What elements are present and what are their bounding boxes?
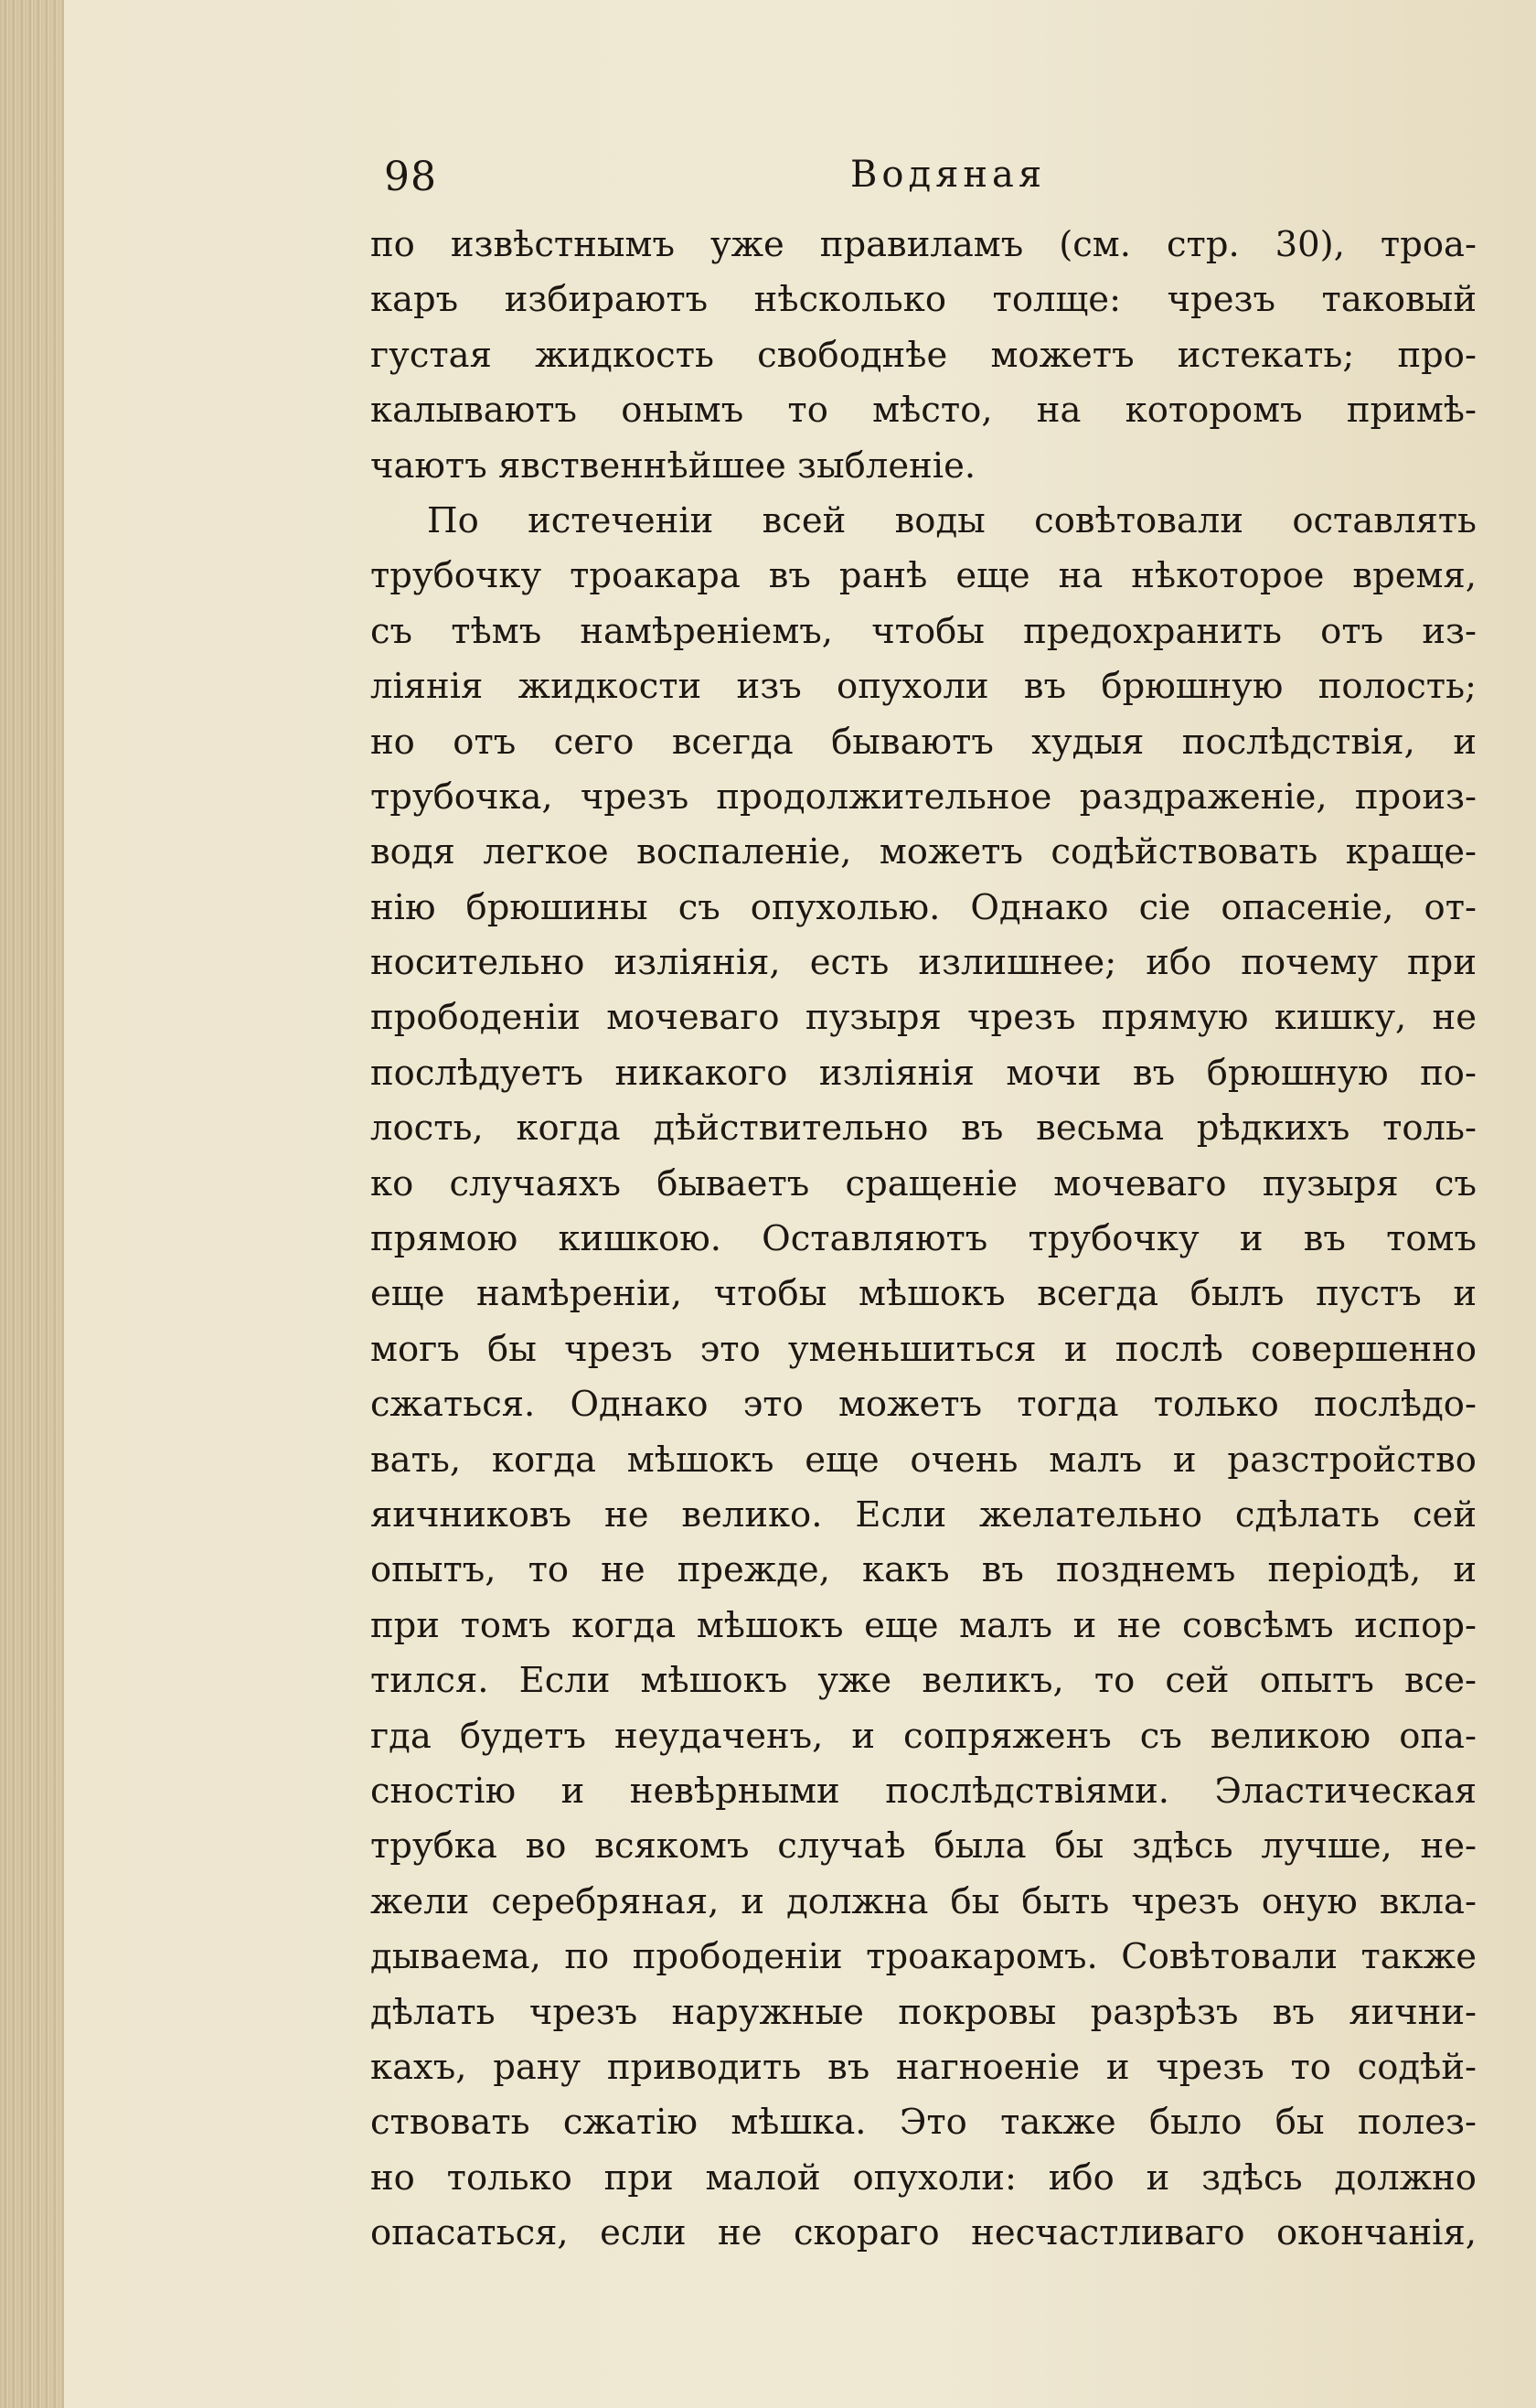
text-line: калываютъ онымъ то мѣсто, на которомъ примѣ- (370, 390, 1477, 432)
text-line: По истеченіи всей воды совѣтовали оставлять (427, 499, 1477, 541)
text-line: но только при малой опухоли: ибо и здѣсь должно (370, 2156, 1477, 2199)
text-line: трубочку троакара въ ранѣ еще на нѣкоторое время, (370, 555, 1477, 597)
text-line: сжаться. Однако это можетъ тогда только послѣдо- (370, 1384, 1477, 1426)
text-line: могъ бы чрезъ это уменьшиться и послѣ совершенно (370, 1328, 1477, 1370)
text-line: яичниковъ не велико. Если желательно сдѣлать сей (370, 1493, 1477, 1536)
text-line: но отъ сего всегда бываютъ худыя послѣдствія, и (370, 721, 1477, 763)
text-line: сностію и невѣрными послѣдствіями. Эластическая (370, 1770, 1477, 1812)
text-line: дѣлать чрезъ наружные покровы разрѣзъ въ яични- (370, 1991, 1477, 2033)
text-line: чаютъ явственнѣйшее зыбленіе. (370, 444, 976, 487)
text-line: нію брюшины съ опухолью. Однако сіе опасеніе, от- (370, 886, 1477, 928)
text-line: вать, когда мѣшокъ еще очень малъ и разстройство (370, 1439, 1477, 1481)
text-line: ствовать сжатію мѣшка. Это также было бы полез- (370, 2102, 1477, 2144)
text-line: носительно изліянія, есть излишнее; ибо почему при (370, 942, 1477, 984)
text-line: водя легкое воспаленіе, можетъ содѣйствовать краще- (370, 831, 1477, 873)
body-text (370, 218, 1477, 2261)
text-line: тился. Если мѣшокъ уже великъ, то сей опытъ все- (370, 1660, 1477, 1702)
page-number: 98 (384, 154, 437, 200)
page-header (384, 154, 1445, 209)
text-line: съ тѣмъ намѣреніемъ, чтобы предохранить отъ из- (370, 610, 1477, 652)
text-line: ко случаяхъ бываетъ сращеніе мочеваго пузыря съ (370, 1162, 1477, 1204)
running-title: Водяная (850, 154, 1047, 196)
text-line: дываема, по прободеніи троакаромъ. Совѣтовали также (370, 1936, 1477, 1978)
text-line: жели серебряная, и должна бы быть чрезъ оную вкла- (370, 1880, 1477, 1922)
text-line: трубка во всякомъ случаѣ была бы здѣсь лучше, не- (370, 1825, 1477, 1868)
text-line: лость, когда дѣйствительно въ весьма рѣдкихъ толь- (370, 1108, 1477, 1150)
text-line: трубочка, чрезъ продолжительное раздраженіе, произ- (370, 776, 1477, 818)
text-line: послѣдуетъ никакого изліянія мочи въ брюшную по- (370, 1052, 1477, 1094)
book-spine-edge (0, 0, 64, 2408)
text-line: кахъ, рану приводить въ нагноеніе и чрезъ то содѣй- (370, 2046, 1477, 2088)
text-line: опасаться, если не скораго несчастливаго окончанія, (370, 2212, 1477, 2254)
text-line: каръ избираютъ нѣсколько толще: чрезъ таковый (370, 279, 1477, 321)
text-line: гда будетъ неудаченъ, и сопряженъ съ великою опа- (370, 1715, 1477, 1757)
text-line: опытъ, то не прежде, какъ въ позднемъ періодѣ, и (370, 1549, 1477, 1591)
text-line: прямою кишкою. Оставляютъ трубочку и въ томъ (370, 1218, 1477, 1260)
text-line: по извѣстнымъ уже правиламъ (см. стр. 30), троа- (370, 224, 1477, 265)
text-line: ліянія жидкости изъ опухоли въ брюшную полость; (370, 666, 1477, 708)
text-line: при томъ когда мѣшокъ еще малъ и не совсѣмъ испор- (370, 1604, 1477, 1646)
text-line: еще намѣреніи, чтобы мѣшокъ всегда былъ пустъ и (370, 1273, 1477, 1315)
text-line: прободеніи мочеваго пузыря чрезъ прямую кишку, не (370, 997, 1477, 1039)
text-line: густая жидкость свободнѣе можетъ истекать; про- (370, 334, 1477, 376)
